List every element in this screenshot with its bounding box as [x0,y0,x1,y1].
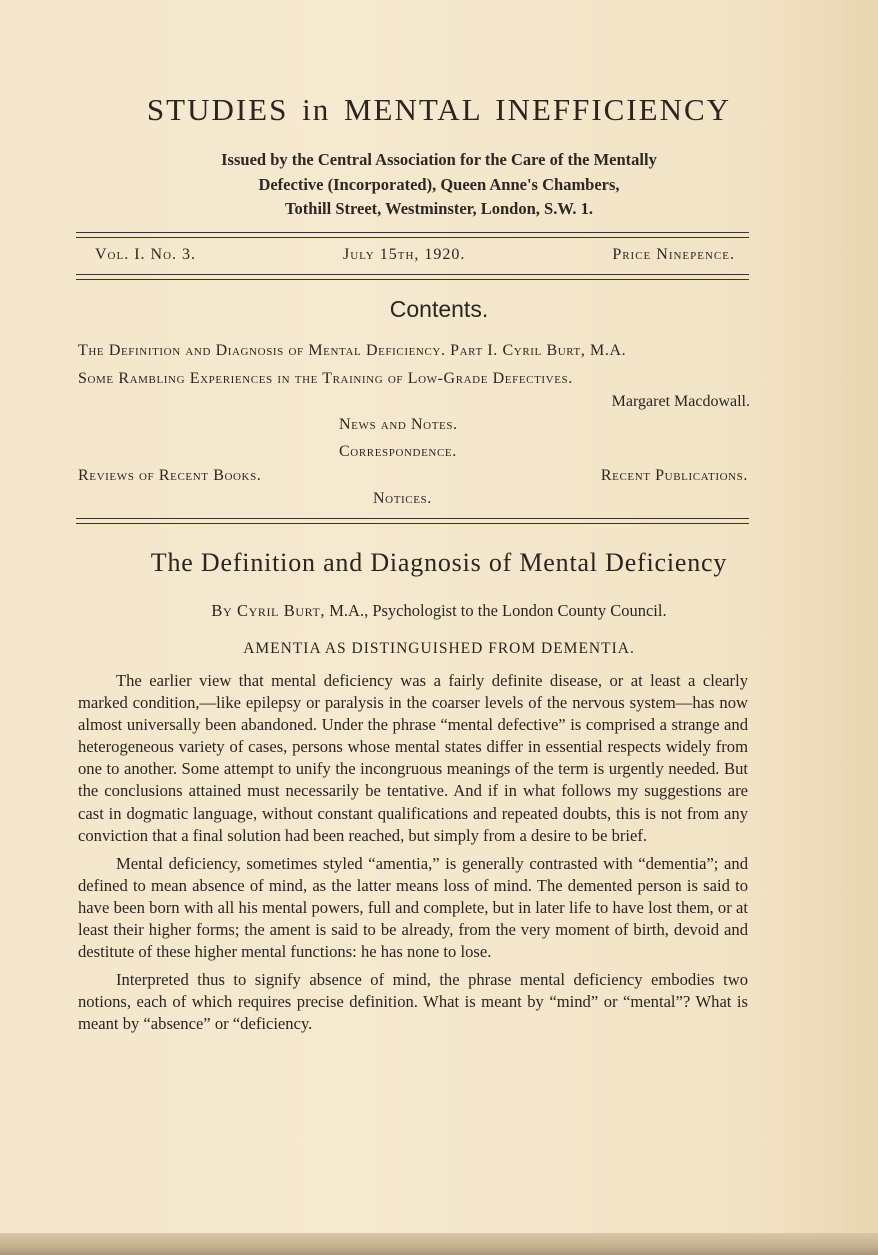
paragraph: The earlier view that mental deficiency was a fairly definite disease, or at least a clearly marked condition,—like epilepsy or paralysis in the coarser levels of the nervous system—has now almost universally been abandoned. Under the phrase “mental defective” is comprised a strange and heterogeneous variety of cases, persons whose mental states differ in essential respects widely from one to another. Some attempt to unify the incongruous meanings of the term is urgently needed. But the conclusions attained must necessarily be tentative. And if in what follows my suggestions are cast in dogmatic language, without constant qualifications and repeated doubts, this is not from any conviction that a final solution had been reached, but simply from a desire to be brief. [78,671,748,845]
contents-rule-2 [76,523,749,524]
issue-price: Price Ninepence. [612,246,735,263]
masthead-rule-2 [76,279,749,280]
toc-item-definition: The Definition and Diagnosis of Mental Deficiency. Part I. Cyril Burt, M.A. [78,342,627,359]
section-subheading: AMENTIA AS DISTINGUISHED FROM DEMENTIA. [243,640,635,657]
page-bottom-edge [0,1233,878,1255]
paragraph: Mental deficiency, sometimes styled “amentia,” is generally contrasted with “dementia”; and defined to mean absence of mind, as the latter means loss of mind. The demented person is said to have been born with all his mental powers, full and complete, but in later life to have lost them, or at least their higher forms; the ament is said to be already, from the very moment of birth, devoid and destitute of these higher mental functions: he has none to lose. [78,853,748,962]
toc-news-notes: News and Notes. [339,416,458,433]
contents-rule-1 [76,518,749,519]
top-double-rule-2 [76,237,749,238]
toc-item-rambling: Some Rambling Experiences in the Training of Low-Grade Defectives. [78,370,573,387]
publisher-line-1: Issued by the Central Association for the Care of the Mentally [221,150,657,169]
issue-date: July 15th, 1920. [343,246,466,263]
contents-heading: Contents. [389,296,489,322]
masthead-rule-1 [76,274,749,275]
byline-affiliation: M.A., Psychologist to the London County Council. [325,601,667,620]
article-body [78,670,748,1042]
journal-title: STUDIES in MENTAL INEFFICIENCY [146,92,732,127]
publisher-line-2: Defective (Incorporated), Queen Anne's Chambers, [258,174,620,194]
article-title: The Definition and Diagnosis of Mental Deficiency [150,548,728,577]
toc-item-author: Margaret Macdowall. [611,393,750,410]
paragraph: Interpreted thus to signify absence of mind, the phrase mental deficiency embodies two notions, each of which requires precise definition. What is meant by “mind” or “mental”? What is meant by “absence” or “deficiency. [78,970,748,1034]
toc-publications: Recent Publications. [600,467,748,484]
publisher-info [0,148,878,222]
volume-number: Vol. I. No. 3. [95,246,197,263]
top-double-rule-1 [76,232,749,233]
publisher-line-3: Tothill Street, Westminster, London, S.W. 1. [285,199,593,218]
toc-reviews: Reviews of Recent Books. [78,467,262,484]
article-byline [0,601,878,621]
byline-author: By Cyril Burt, [211,601,326,620]
toc-correspondence: Correspondence. [339,443,457,460]
toc-notices: Notices. [373,490,432,507]
